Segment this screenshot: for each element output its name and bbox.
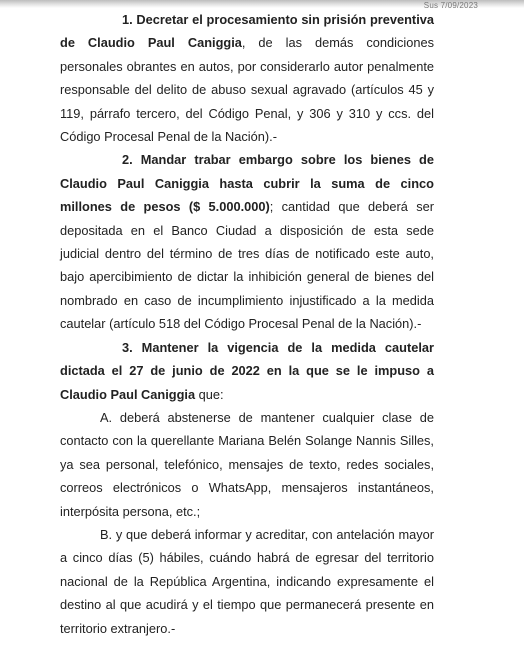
paragraph-2-text: ; cantidad que deberá ser depositada en el Banco Ciudad a disposición de esta sede judicial dentro del término de tres días de notificado este auto, bajo apercibimiento de dictar la inhibición general de bienes del nombrado en caso de incumplimiento injustificado a la medida cautelar (artículo 518 del Código Procesal Penal de la Nación).- bbox=[60, 199, 435, 332]
paragraph-2-bold: 2. Mandar trabar embargo sobre los bienes de Claudio Paul Caniggia hasta cubrir la suma de cinco millones de pesos ($ 5.000.000) bbox=[60, 152, 434, 215]
paragraph-1-text: , de las demás condiciones personales obrantes en autos, por considerarlo autor penalmente responsable del delito de abuso sexual agravado (artículos 45 y 119, párrafo tercero, del Código Penal, y 306 y 310 y ccs. del Código Procesal Penal de la Nación).- bbox=[60, 35, 434, 145]
paragraph-2 bbox=[60, 148, 434, 335]
paragraph-3 bbox=[60, 336, 434, 406]
paragraph-1-bold: 1. Decretar el procesamiento sin prisión preventiva de Claudio Paul Caniggia bbox=[60, 12, 434, 51]
paragraph-1 bbox=[60, 8, 434, 148]
paragraph-a: A. deberá abstenerse de mantener cualquier clase de contacto con la querellante Mariana Belén Solange Nannis Silles, ya sea personal, telefónico, mensajes de texto, redes sociales, correos electrónicos o WhatsApp, mensajeros instantáneos, interpósita persona, etc.; bbox=[60, 409, 434, 519]
header-fragment: Sus 7/09/2023 bbox=[423, 1, 478, 10]
document-body bbox=[60, 8, 434, 640]
paragraph-3-bold: 3. Mantener la vigencia de la medida cautelar dictada el 27 de junio de 2022 en la que se le impuso a Claudio Paul Caniggia bbox=[60, 339, 434, 402]
paragraph-3-text: que: bbox=[195, 386, 224, 402]
paragraph-b: B. y que deberá informar y acreditar, con antelación mayor a cinco días (5) hábiles, cuándo habrá de egresar del territorio nacional de la República Argentina, indicando expresamente el destino al que acudirá y el tiempo que permanecerá presente en territorio extranjero.- bbox=[60, 526, 434, 636]
